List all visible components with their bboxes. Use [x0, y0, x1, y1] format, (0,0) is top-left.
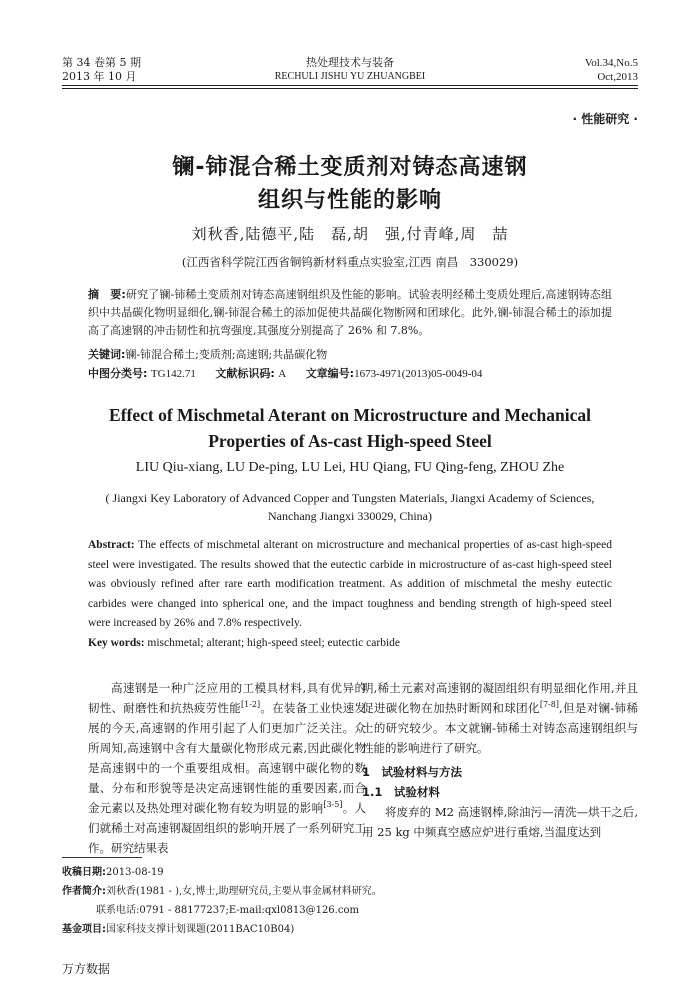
cn-keywords-text: 镧-铈混合稀土;变质剂;高速钢;共晶碳化物	[125, 348, 328, 361]
section-tag: · 性能研究 ·	[572, 112, 638, 126]
cn-affiliation: (江西省科学院江西省铜钨新材料重点实验室,江西 南昌 330029)	[181, 255, 519, 269]
classification-line	[88, 365, 612, 381]
section-heading-1: 1 试验材料与方法	[362, 765, 463, 779]
article-no-value: 1673-4971(2013)05-0049-04	[354, 368, 483, 380]
doc-code-label: 文献标识码:	[215, 367, 275, 380]
cn-title-line1: 镧-铈混合稀土变质剂对铸态高速钢	[172, 155, 528, 180]
footnote-fund	[62, 920, 294, 939]
en-title-line1: Effect of Mischmetal Aterant on Microstructure and Mechanical	[109, 405, 591, 425]
en-keywords-label: Key words:	[88, 636, 145, 649]
citation-1-2: [1-2]	[240, 700, 261, 710]
body-right-column	[362, 678, 638, 842]
header-rule	[62, 85, 638, 86]
doc-code-value: A	[278, 368, 287, 380]
author-value: 刘秋香(1981 - ),女,博士,助理研究员,主要从事金属材料研究。	[106, 886, 382, 897]
journal-name-cn: 热处理技术与装备	[306, 56, 394, 69]
journal-issue-en	[585, 56, 638, 84]
citation-7-8: [7-8]	[539, 700, 559, 710]
intro-text-c: 。人们就稀土对高速钢凝固组织的影响开展了一系列研究工作。研究结果表	[88, 801, 367, 855]
footnote-received	[62, 863, 164, 882]
cn-abstract	[88, 286, 612, 340]
cn-title-line2: 组织与性能的影响	[257, 188, 442, 213]
fund-label: 基金项目:	[62, 924, 106, 935]
materials-paragraph: 将废弃的 M2 高速钢棒,除油污—清洗—烘干之后,用 25 kg 中频真空感应炉进行重熔,当温度达到	[362, 805, 638, 839]
footnote-contact: 联系电话:0791 - 88177237;E-mail:qxl0813@126.com	[96, 905, 359, 916]
journal-name-pinyin: RECHULI JISHU YU ZHUANGBEI	[274, 71, 426, 82]
en-title-line2: Properties of As-cast High-speed Steel	[208, 431, 492, 451]
received-label: 收稿日期:	[62, 867, 106, 878]
intro-cont-text-a: 明,稀土元素对高速钢的凝固组织有明显细化作用,并且促进碳化物在加热时断网和球团化	[362, 681, 638, 715]
intro-continued	[362, 678, 638, 758]
en-abstract-text: The effects of mischmetal alterant on microstructure and mechanical properties of as-cast high-speed steel were investigated. The results showed that the eutectic carbide in microstructure of as-cast high-speed steel was obviously refined after rare earth modification treatment. As addition of mischmetal the meshy eutectic carbides were changed into spherical one, and the impact toughness and bending strength of high-speed steel were increased by 26% and 7.8% respectively.	[88, 539, 612, 629]
citation-3-5: [3-5]	[323, 800, 343, 810]
en-abstract-label: Abstract:	[88, 539, 135, 551]
volume-issue: 第 34 卷第 5 期	[62, 56, 141, 69]
clc-label: 中图分类号:	[88, 367, 148, 380]
footnote-author	[62, 882, 382, 901]
cn-keywords	[88, 346, 612, 362]
intro-cont-text-b: ,但是对镧-铈稀土的研究较少。本文就镧-铈稀土对铸态高速钢组织与性能的影响进行了研究。	[362, 701, 639, 755]
en-authors: LIU Qiu-xiang, LU De-ping, LU Lei, HU Qiang, FU Qing-feng, ZHOU Zhe	[135, 460, 565, 475]
intro-text-b: 。在装备工业快速发展的今天,高速钢的作用引起了人们更加广泛关注。众所周知,高速钢中含有大量碳化物形成元素,因此碳化物是高速钢中的一个重要组成相。高速钢中碳化物的数量、分布和形貌等是决定高速钢性能的重要因素,而合金元素以及热处理对碳化物有较为明显的影响	[88, 701, 367, 815]
cn-keywords-label: 关键词:	[88, 348, 126, 361]
publication-date-en: Oct,2013	[597, 71, 638, 83]
footnote-rule	[62, 857, 142, 858]
intro-text-a: 高速钢是一种广泛应用的工模具材料,具有优异的韧性、耐磨性和抗热疲劳性能	[88, 681, 366, 715]
header-rule-thin	[62, 88, 638, 89]
cn-abstract-label: 摘 要:	[88, 288, 126, 301]
subsection-heading-1-1: 1.1 试验材料	[362, 785, 440, 799]
volume-issue-en: Vol.34,No.5	[584, 57, 638, 69]
en-keywords-text: mischmetal; alterant; high-speed steel; eutectic carbide	[147, 636, 400, 649]
author-label: 作者简介:	[62, 886, 106, 897]
en-abstract	[88, 536, 612, 653]
intro-paragraph	[88, 678, 366, 858]
clc-value: TG142.71	[150, 368, 196, 380]
publication-date: 2013 年 10 月	[62, 70, 137, 83]
cn-abstract-text: 研究了镧-铈稀土变质剂对铸态高速钢组织及性能的影响。试验表明经稀土变质处理后,高速钢铸态组织中共晶碳化物明显细化,镧-铈混合稀土的添加促使共晶碳化物断网和团球化。此外,镧-铈混合稀土的添加提高了高速钢的冲击韧性和抗弯强度,其强度分别提高了 26% 和 7.8%。	[88, 288, 612, 337]
article-no-label: 文章编号:	[305, 367, 355, 380]
body-left-column	[88, 678, 366, 858]
cn-authors: 刘秋香,陆德平,陆 磊,胡 强,付青峰,周 喆	[191, 225, 509, 243]
received-value: 2013-08-19	[106, 867, 164, 878]
fund-value: 国家科技支撑计划课题(2011BAC10B04)	[106, 924, 295, 935]
en-affiliation-line2: Nanchang Jiangxi 330029, China)	[268, 509, 432, 523]
watermark: 万方数据	[62, 962, 111, 976]
en-affiliation-line1: ( Jiangxi Key Laboratory of Advanced Copper and Tungsten Materials, Jiangxi Academy of Sciences,	[105, 491, 595, 505]
